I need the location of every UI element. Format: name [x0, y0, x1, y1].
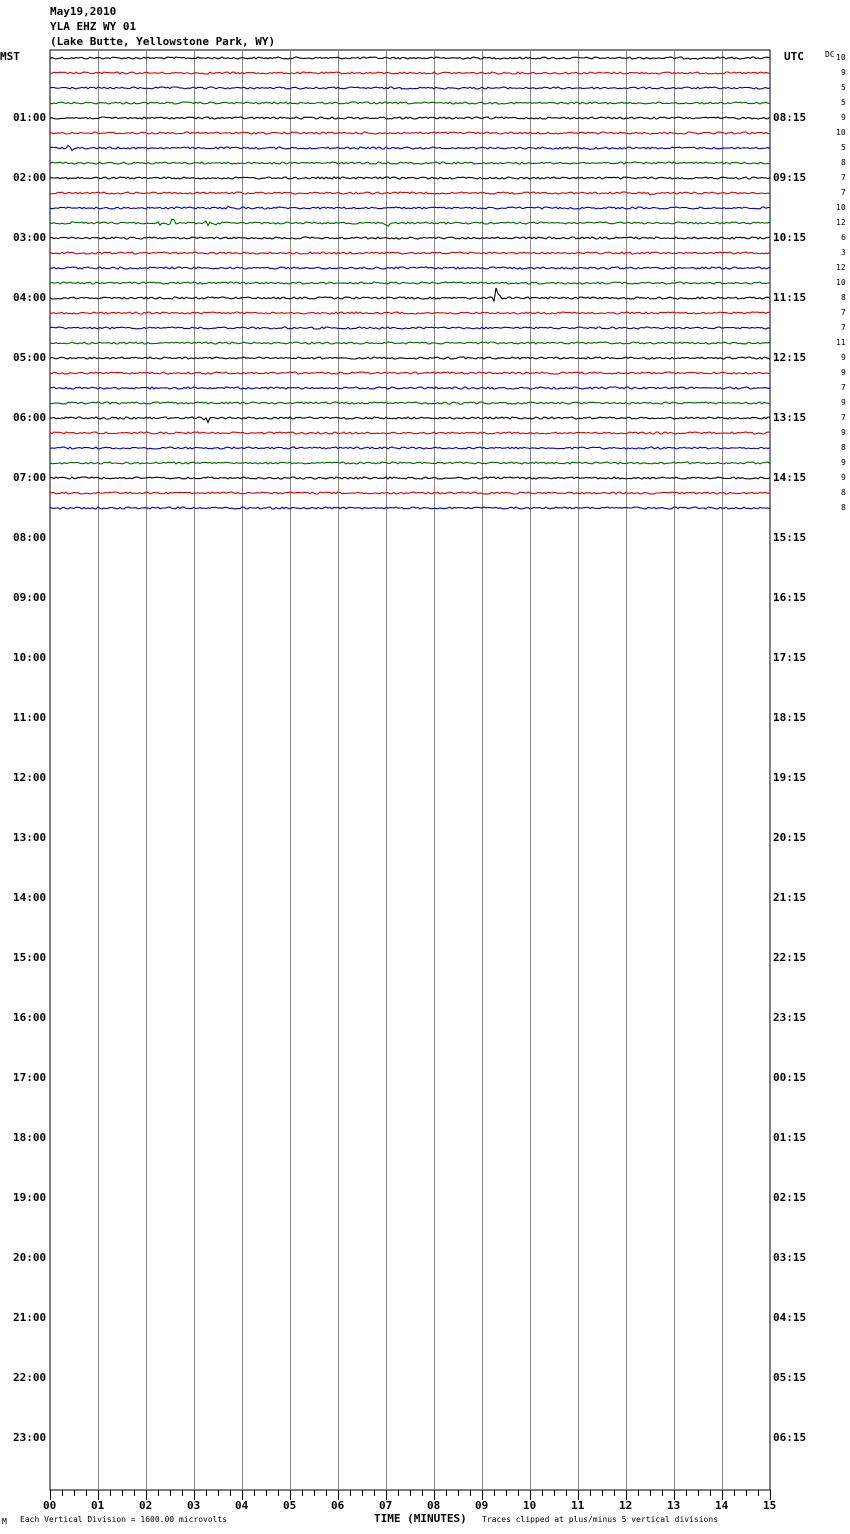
trace-line-11: [50, 219, 770, 226]
right-hour-label: 02:15: [773, 1191, 807, 1204]
trace-line-4: [50, 117, 770, 119]
plot-date: May19,2010: [50, 5, 117, 18]
x-tick-label: 08: [427, 1499, 441, 1512]
trace-line-27: [50, 462, 770, 464]
dc-offset-value: 7: [841, 188, 846, 197]
dc-offset-value: 10: [836, 53, 846, 62]
trace-line-21: [50, 372, 770, 374]
x-tick-label: 11: [571, 1499, 585, 1512]
x-tick-label: 15: [763, 1499, 777, 1512]
dc-offset-value: 7: [841, 308, 846, 317]
left-hour-label: 13:00: [13, 831, 47, 844]
right-hour-label: 17:15: [773, 651, 807, 664]
right-hour-label: 05:15: [773, 1371, 807, 1384]
trace-line-30: [50, 507, 770, 509]
trace-line-14: [50, 267, 770, 269]
station-code: YLA EHZ WY 01: [50, 20, 137, 33]
dc-offset-value: 9: [841, 368, 846, 377]
trace-line-9: [50, 192, 770, 195]
right-hour-label: 14:15: [773, 471, 807, 484]
dc-title: DC: [825, 50, 835, 59]
trace-line-15: [50, 282, 770, 284]
dc-offset-value: 10: [836, 203, 846, 212]
dc-offset-value: 3: [841, 248, 846, 257]
dc-offset-value: 10: [836, 128, 846, 137]
dc-offset-value: 10: [836, 278, 846, 287]
x-tick-label: 10: [523, 1499, 537, 1512]
x-tick-label: 03: [187, 1499, 201, 1512]
dc-offset-value: 9: [841, 68, 846, 77]
dc-offset-value: 5: [841, 143, 846, 152]
right-hour-label: 19:15: [773, 771, 807, 784]
trace-line-10: [50, 206, 770, 209]
scale-note: Each Vertical Division = 1600.00 microvolts: [20, 1515, 228, 1524]
dc-offset-value: 7: [841, 383, 846, 392]
left-hour-label: 20:00: [13, 1251, 47, 1264]
left-hour-label: 05:00: [13, 351, 47, 364]
trace-line-7: [50, 162, 770, 164]
x-tick-label: 14: [715, 1499, 729, 1512]
trace-line-0: [50, 57, 770, 59]
left-hour-label: 18:00: [13, 1131, 47, 1144]
left-hour-label: 03:00: [13, 231, 47, 244]
trace-line-13: [50, 252, 770, 254]
right-hour-label: 16:15: [773, 591, 807, 604]
x-tick-label: 04: [235, 1499, 249, 1512]
trace-line-18: [50, 327, 770, 329]
trace-line-17: [50, 312, 770, 314]
right-hour-label: 01:15: [773, 1131, 807, 1144]
trace-line-16: [50, 288, 770, 301]
right-axis-title: UTC: [784, 50, 804, 63]
left-hour-label: 06:00: [13, 411, 47, 424]
dc-offset-value: 7: [841, 173, 846, 182]
trace-line-26: [50, 447, 770, 449]
dc-offset-value: 12: [836, 218, 846, 227]
right-hour-label: 12:15: [773, 351, 807, 364]
left-hour-label: 16:00: [13, 1011, 47, 1024]
trace-line-12: [50, 237, 770, 239]
trace-line-3: [50, 102, 770, 104]
left-hour-label: 04:00: [13, 291, 47, 304]
left-hour-label: 23:00: [13, 1431, 47, 1444]
trace-line-1: [50, 72, 770, 74]
left-hour-label: 02:00: [13, 171, 47, 184]
right-hour-label: 15:15: [773, 531, 807, 544]
x-tick-label: 02: [139, 1499, 153, 1512]
left-hour-label: 14:00: [13, 891, 47, 904]
right-hour-label: 10:15: [773, 231, 807, 244]
dc-offset-value: 9: [841, 473, 846, 482]
x-tick-label: 09: [475, 1499, 489, 1512]
dc-offset-value: 9: [841, 428, 846, 437]
left-hour-label: 12:00: [13, 771, 47, 784]
clip-note: Traces clipped at plus/minus 5 vertical divisions: [482, 1515, 719, 1524]
right-hour-label: 03:15: [773, 1251, 807, 1264]
right-hour-label: 21:15: [773, 891, 807, 904]
x-tick-label: 13: [667, 1499, 681, 1512]
dc-offset-value: 8: [841, 158, 846, 167]
dc-offset-value: 5: [841, 83, 846, 92]
left-hour-label: 15:00: [13, 951, 47, 964]
dc-offset-value: 11: [836, 338, 846, 347]
dc-offset-value: 9: [841, 458, 846, 467]
x-axis-title: TIME (MINUTES): [374, 1512, 467, 1525]
trace-line-24: [50, 417, 770, 422]
trace-line-8: [50, 177, 770, 179]
left-hour-label: 01:00: [13, 111, 47, 124]
right-hour-label: 04:15: [773, 1311, 807, 1324]
x-tick-label: 06: [331, 1499, 345, 1512]
left-hour-label: 09:00: [13, 591, 47, 604]
right-hour-label: 22:15: [773, 951, 807, 964]
dc-offset-value: 12: [836, 263, 846, 272]
trace-line-29: [50, 492, 770, 494]
dc-offset-value: 9: [841, 398, 846, 407]
trace-line-23: [50, 402, 770, 404]
right-hour-label: 23:15: [773, 1011, 807, 1024]
station-location: (Lake Butte, Yellowstone Park, WY): [50, 35, 276, 48]
trace-line-19: [50, 342, 770, 344]
left-hour-label: 22:00: [13, 1371, 47, 1384]
dc-offset-value: 7: [841, 323, 846, 332]
right-hour-label: 13:15: [773, 411, 807, 424]
left-axis-title: MST: [0, 50, 20, 63]
right-hour-label: 11:15: [773, 291, 807, 304]
left-hour-label: 19:00: [13, 1191, 47, 1204]
right-hour-label: 18:15: [773, 711, 807, 724]
corner-mark: M: [2, 1517, 7, 1526]
left-hour-label: 11:00: [13, 711, 47, 724]
plot-frame: [50, 50, 770, 1490]
dc-offset-value: 9: [841, 113, 846, 122]
trace-line-28: [50, 477, 770, 479]
trace-line-22: [50, 387, 770, 389]
trace-line-25: [50, 432, 770, 434]
dc-offset-value: 8: [841, 503, 846, 512]
x-tick-label: 07: [379, 1499, 393, 1512]
right-hour-label: 09:15: [773, 171, 807, 184]
right-hour-label: 20:15: [773, 831, 807, 844]
right-hour-label: 08:15: [773, 111, 807, 124]
trace-line-5: [50, 132, 770, 134]
left-hour-label: 17:00: [13, 1071, 47, 1084]
dc-offset-value: 8: [841, 488, 846, 497]
trace-line-2: [50, 87, 770, 89]
left-hour-label: 21:00: [13, 1311, 47, 1324]
dc-offset-value: 5: [841, 98, 846, 107]
left-hour-label: 10:00: [13, 651, 47, 664]
dc-offset-value: 8: [841, 293, 846, 302]
trace-line-6: [50, 145, 770, 150]
dc-offset-value: 8: [841, 443, 846, 452]
right-hour-label: 06:15: [773, 1431, 807, 1444]
dc-offset-value: 9: [841, 353, 846, 362]
trace-line-20: [50, 357, 770, 359]
dc-offset-value: 7: [841, 413, 846, 422]
right-hour-label: 00:15: [773, 1071, 807, 1084]
left-hour-label: 07:00: [13, 471, 47, 484]
left-hour-label: 08:00: [13, 531, 47, 544]
x-tick-label: 01: [91, 1499, 105, 1512]
dc-offset-value: 6: [841, 233, 846, 242]
x-tick-label: 05: [283, 1499, 297, 1512]
x-tick-label: 00: [43, 1499, 57, 1512]
x-tick-label: 12: [619, 1499, 633, 1512]
